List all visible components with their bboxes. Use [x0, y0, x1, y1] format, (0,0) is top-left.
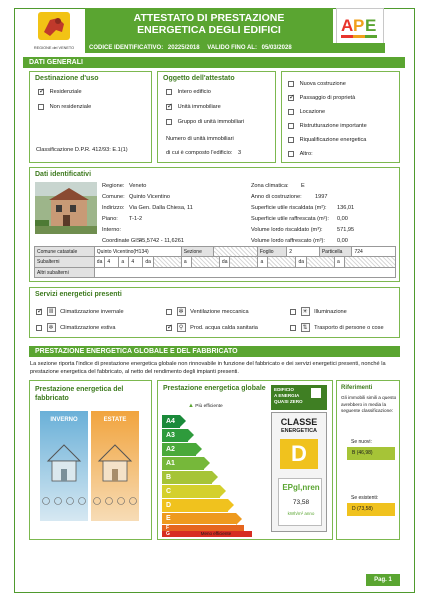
option-label: Passaggio di proprietà	[299, 95, 356, 102]
sub-da-2: da	[143, 257, 154, 267]
indirizzo-row	[102, 205, 193, 211]
option-passaggio-proprieta[interactable]	[288, 95, 355, 101]
sub-hatch-3	[230, 257, 258, 267]
option-ristrutturazione[interactable]	[288, 123, 367, 129]
globale-title: Prestazione energetica globale	[163, 385, 266, 392]
page-number: Pag. 1	[366, 574, 400, 586]
sub-hatch-2	[191, 257, 219, 267]
servizio-label: Climatizzazione estiva	[60, 324, 116, 331]
foglio-label: Foglio	[257, 247, 286, 257]
checkbox-climatizzazione-invernale[interactable]	[36, 309, 42, 315]
catasto-row-3	[35, 268, 396, 278]
esistenti-label: Se esistenti:	[351, 495, 379, 501]
option-label: Non residenziale	[49, 104, 92, 111]
field-label: Piano:	[102, 216, 118, 222]
option-altro[interactable]	[288, 151, 313, 157]
building-photo-image	[35, 182, 97, 234]
checkbox-non-residenziale[interactable]	[38, 104, 44, 110]
snowflake-icon: ❄	[48, 325, 54, 331]
ape-logo	[336, 8, 384, 46]
ape-logo-icon	[337, 9, 383, 45]
region-label: REGIONE del VENETO	[33, 46, 75, 50]
checkbox-acqua-calda[interactable]	[166, 325, 172, 331]
smiley-icons-winter	[43, 498, 86, 505]
classe-value: D	[280, 439, 318, 469]
class-b: B	[162, 471, 212, 484]
down-arrow-icon: ▼	[194, 531, 200, 537]
numero-value: 3	[237, 150, 242, 156]
prestazione-header: PRESTAZIONE ENERGETICA GLOBALE E DEL FABBRICATO	[29, 346, 400, 357]
dati-generali-header: DATI GENERALI	[23, 57, 405, 68]
title-line-2: ENERGETICA DEGLI EDIFICI	[137, 23, 281, 36]
checkbox-climatizzazione-estiva[interactable]	[36, 325, 42, 331]
field-label: Comune:	[102, 194, 125, 200]
radiator-icon: Ⅲ	[47, 307, 56, 316]
fabbricato-title-line-2: fabbricato	[35, 395, 69, 402]
inverno-label: INVERNO	[50, 417, 78, 423]
checkbox-unita-immobiliare[interactable]	[166, 104, 172, 110]
sub-a-3: a	[258, 257, 268, 267]
checkbox-locazione[interactable]	[288, 109, 294, 115]
option-unita-immobiliare[interactable]	[166, 104, 221, 110]
identificativi-box	[29, 167, 400, 282]
option-nuova-costruzione[interactable]	[288, 81, 346, 87]
servizi-title: Servizi energetici presenti	[35, 291, 122, 298]
servizio-acqua-calda[interactable]	[166, 323, 258, 332]
code-value: 20225/2018	[167, 45, 200, 51]
classe-label: CLASSE	[280, 417, 318, 427]
option-label: Residenziale	[49, 89, 82, 96]
field-value: 0,00	[337, 238, 348, 244]
field-label: Superficie utile riscaldata (m²):	[251, 205, 327, 211]
destinazione-box	[29, 71, 152, 163]
field-label: Anno di costruzione:	[251, 194, 302, 200]
oggetto-title: Oggetto dell'attestato	[163, 75, 235, 82]
checkbox-residenziale[interactable]	[38, 89, 44, 95]
altri-subalterni-value	[94, 268, 395, 278]
nzeb-badge	[271, 385, 327, 410]
checkbox-intero-edificio[interactable]	[166, 89, 172, 95]
option-label: Gruppo di unità immobiliari	[177, 119, 245, 126]
prestazione-description: La sezione riporta l'indice di prestazione energetica globale non rinnovabile in funzione del fabbricato e dei servizi energetici presenti, nonché la prestazione energetica del fabbricato, al netto del rendimento degli impianti presenti.	[30, 361, 386, 375]
checkbox-nuova-costruzione[interactable]	[288, 81, 294, 87]
servizi-box	[29, 287, 400, 338]
field-label: Interno:	[102, 227, 121, 233]
field-label: Volume lordo riscaldato (m³):	[251, 227, 323, 233]
class-a2: A2	[162, 443, 196, 456]
regione-veneto-logo	[28, 10, 80, 54]
nzeb-checkbox	[311, 388, 321, 398]
house-icons	[40, 431, 139, 521]
esistenti-value: D (73,58)	[347, 503, 395, 516]
class-d: D	[162, 499, 228, 512]
zona-row	[251, 183, 305, 189]
riferimenti-box	[336, 380, 400, 540]
option-label: Nuova costruzione	[299, 81, 346, 88]
particella-value: 724	[352, 247, 396, 257]
bulb-icon: ☀	[302, 309, 308, 315]
option-label: Unità immobiliare	[177, 104, 221, 111]
identificativi-title: Dati identificativi	[35, 171, 92, 178]
field-value: 1997	[315, 194, 328, 200]
fabbricato-title	[35, 385, 123, 403]
class-a3: A3	[162, 429, 188, 442]
globale-box	[157, 380, 333, 540]
field-value: 45,5742 - 11,6261	[139, 238, 184, 244]
meno-efficiente-text: Meno efficiente	[200, 531, 232, 536]
checkbox-riqualificazione[interactable]	[288, 137, 294, 143]
fabbricato-title-line-1: Prestazione energetica del	[35, 386, 124, 393]
fabbricato-box	[29, 380, 152, 540]
subalterni-label: Subalterni	[35, 257, 95, 268]
fan-icon: ✻	[178, 309, 184, 315]
field-value: Veneto	[129, 183, 147, 189]
comune-catastale-value: Quinto Vicentino(H134)	[94, 247, 181, 257]
superficie-raff-row	[251, 216, 348, 222]
sub-hatch-1	[153, 257, 181, 267]
ep-box	[278, 478, 322, 526]
class-a1: A1	[162, 457, 204, 470]
checkbox-passaggio-proprieta[interactable]	[288, 95, 294, 101]
nuovi-value: B (46,98)	[347, 447, 395, 460]
numero-unita-label-1: Numero di unità immobiliari	[166, 136, 234, 142]
svg-text:A: A	[341, 16, 354, 35]
tap-icon: ⚲	[177, 323, 186, 332]
anno-row	[251, 194, 327, 200]
particella-label: Particella	[319, 247, 352, 257]
option-residenziale[interactable]	[38, 89, 82, 95]
sub-hatch-4	[268, 257, 296, 267]
field-label: Indirizzo:	[102, 205, 125, 211]
volume-risc-row	[251, 227, 354, 233]
sub-from-value: 4	[105, 257, 119, 267]
nzeb-line-1: EDIFICIO	[274, 387, 294, 392]
regione-row	[102, 183, 146, 189]
svg-text:E: E	[365, 16, 377, 35]
elevator-icon: ⇅	[302, 325, 308, 331]
sub-a-2: a	[181, 257, 191, 267]
checkbox-illuminazione[interactable]	[290, 309, 296, 315]
subalterni-inner	[95, 257, 395, 267]
sub-da-1: da	[95, 257, 105, 267]
field-label: Coordinate GIS:	[102, 238, 143, 244]
servizio-trasporto[interactable]	[290, 323, 384, 332]
nuovi-label: Se nuovi:	[351, 439, 372, 445]
option-gruppo-unita[interactable]	[166, 119, 244, 125]
house-winter-icon	[48, 445, 80, 481]
field-value: Volume lordo raffrescato (m³):	[251, 238, 325, 244]
motivazione-box	[281, 71, 400, 163]
field-value: T-1-2	[129, 216, 143, 222]
oggetto-box	[157, 71, 276, 163]
sub-da-4: da	[296, 257, 307, 267]
field-value: E	[301, 183, 305, 189]
coordinate-row	[102, 238, 184, 244]
ep-label: EPgl,nren	[282, 483, 320, 492]
riferimenti-title: Riferimenti	[341, 385, 373, 391]
servizio-climatizzazione-invernale[interactable]	[36, 307, 124, 316]
numero-label: di cui è composto l'edificio:	[166, 150, 233, 156]
piano-row	[102, 216, 142, 222]
field-label: Zona climatica:	[251, 183, 289, 189]
ep-value: 73,58	[292, 499, 310, 506]
class-a4: A4	[162, 415, 180, 428]
field-value: 136,01	[337, 205, 355, 211]
code-label: CODICE IDENTIFICATIVO:	[89, 45, 164, 51]
sub-da-3: da	[219, 257, 230, 267]
servizio-label: Illuminazione	[314, 308, 347, 315]
option-non-residenziale[interactable]	[38, 104, 91, 110]
catasto-row-1	[35, 247, 396, 257]
superficie-risc-row	[251, 205, 354, 211]
meno-efficiente-label	[194, 531, 231, 537]
sezione-value	[214, 247, 257, 257]
sezione-label: Sezione	[181, 247, 214, 257]
option-label: Intero edificio	[177, 89, 211, 96]
option-intero-edificio[interactable]	[166, 89, 211, 95]
classificazione-dpr: Classificazione D.P.R. 412/93: E.1(1)	[36, 147, 128, 153]
interno-row	[102, 227, 129, 233]
subalterni-inner-row	[95, 257, 395, 267]
foglio-value: 2	[287, 247, 320, 257]
class-g: G	[162, 531, 252, 537]
altri-subalterni-label: Altri subalterni	[35, 268, 95, 278]
option-riqualificazione[interactable]	[288, 137, 366, 143]
catasto-row-2	[35, 257, 396, 268]
sub-a-4: a	[335, 257, 345, 267]
code-bar	[85, 43, 385, 53]
comune-catastale-label: Comune catastale	[35, 247, 95, 257]
title-line-1: ATTESTATO DI PRESTAZIONE	[133, 12, 285, 24]
servizio-climatizzazione-estiva[interactable]	[36, 323, 115, 332]
nzeb-line-2: A ENERGIA	[274, 393, 300, 398]
option-locazione[interactable]	[288, 109, 325, 115]
class-c: C	[162, 485, 220, 498]
piu-efficiente-label	[188, 403, 223, 409]
servizio-label: Prod. acqua calda sanitaria	[190, 324, 258, 331]
field-value: 0,00	[337, 216, 348, 222]
subalterni-cells	[94, 257, 395, 268]
option-label: Riqualificazione energetica	[299, 137, 367, 144]
sub-hatch-6	[345, 257, 395, 267]
nzeb-line-3: QUASI ZERO	[274, 399, 303, 404]
sub-hatch-5	[307, 257, 335, 267]
class-e: E	[162, 513, 236, 524]
ep-unit: kWh/m² anno	[287, 511, 315, 516]
piu-efficiente-text: Più efficiente	[195, 404, 223, 409]
certificate-title	[85, 8, 333, 44]
field-label: Regione:	[102, 183, 125, 189]
volume-raff-row	[251, 238, 348, 244]
checkbox-altro[interactable]	[288, 151, 294, 157]
destinazione-title: Destinazione d'uso	[35, 75, 99, 82]
riferimenti-text: Gli immobili simili a questo avrebbero in media la seguente classificazione:	[341, 395, 397, 413]
checkbox-ventilazione[interactable]	[166, 309, 172, 315]
field-value: Quinto Vicentino	[129, 194, 170, 200]
numero-unita-label-2	[166, 150, 241, 156]
servizio-label: Trasporto di persone o cose	[314, 324, 384, 331]
class-f: F	[162, 525, 244, 531]
smiley-icons-summer	[94, 498, 137, 505]
classe-panel	[271, 412, 327, 532]
svg-text:P: P	[353, 16, 365, 35]
option-label: Locazione	[299, 109, 326, 116]
checkbox-ristrutturazione[interactable]	[288, 123, 294, 129]
field-label: Superficie utile raffrescata (m²):	[251, 216, 329, 222]
catasto-table	[34, 246, 396, 278]
field-value: Via Gen. Dalla Chiesa, 11	[129, 205, 193, 211]
servizio-label: Climatizzazione invernale	[60, 308, 124, 315]
valid-value: 05/03/2028	[261, 45, 292, 51]
option-label: Altro:	[299, 151, 313, 158]
estate-label: ESTATE	[103, 417, 127, 423]
field-value: 571,95	[337, 227, 355, 233]
checkbox-gruppo-unita[interactable]	[166, 119, 172, 125]
building-photo	[35, 182, 97, 234]
comune-row	[102, 194, 170, 200]
servizio-ventilazione[interactable]	[166, 307, 249, 316]
valid-label: VALIDO FINO AL:	[207, 45, 257, 51]
checkbox-trasporto[interactable]	[290, 325, 296, 331]
house-summer-icon	[99, 445, 131, 481]
servizio-label: Ventilazione meccanica	[190, 308, 249, 315]
sub-to-value: 4	[129, 257, 143, 267]
servizio-illuminazione[interactable]	[290, 307, 347, 316]
energetica-label: ENERGETICA	[280, 428, 318, 434]
up-arrow-icon: ▲	[188, 403, 194, 409]
option-label: Ristrutturazione importante	[299, 123, 367, 130]
sub-a-1: a	[119, 257, 129, 267]
